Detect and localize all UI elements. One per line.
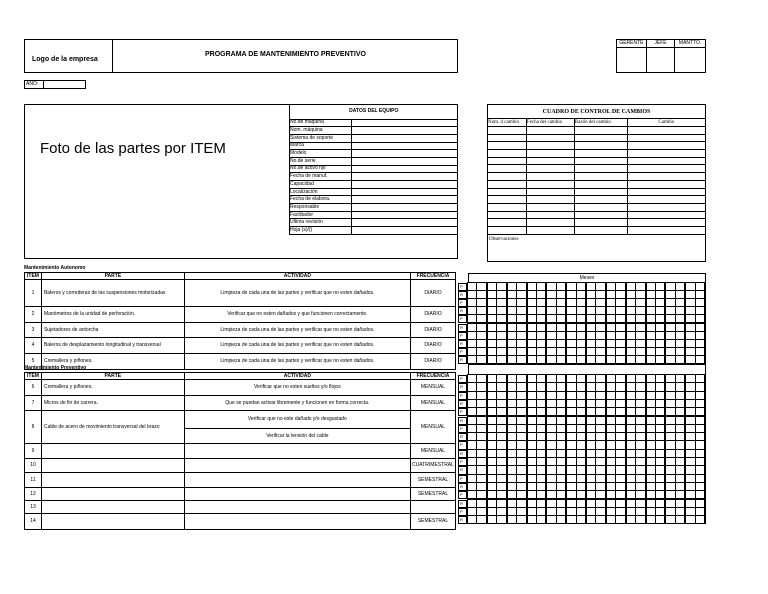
equipment-field-label: No.de serie: [290, 157, 352, 165]
equipment-field-label: Sistema de soporte: [290, 134, 352, 142]
plan-real-label: P: [458, 283, 467, 291]
change-cell[interactable]: [526, 173, 574, 181]
equipment-field-value[interactable]: [351, 134, 457, 142]
equipment-field-label: Nom. máquina: [290, 127, 352, 135]
change-cell[interactable]: [488, 226, 527, 234]
plan-real-label: R: [458, 324, 467, 332]
change-cell[interactable]: [526, 203, 574, 211]
equipment-field-value[interactable]: [351, 196, 457, 204]
plan-real-label: R: [458, 307, 467, 315]
signature-label-gerente: GERENTE: [617, 40, 647, 48]
cell-item: 3: [25, 323, 42, 338]
cell-frecuencia[interactable]: DIARIO: [411, 323, 456, 338]
change-cell[interactable]: [526, 134, 574, 142]
equipment-field-value[interactable]: [351, 219, 457, 227]
equipment-field-label: No.de máquina: [290, 119, 352, 127]
schedule-row: [468, 356, 706, 364]
table-row: [25, 459, 456, 473]
cell-item: 14: [25, 514, 42, 530]
cell-frecuencia[interactable]: DIARIO: [411, 307, 456, 323]
cell-parte[interactable]: [41, 488, 184, 501]
table-row: [25, 338, 456, 354]
change-cell[interactable]: [526, 165, 574, 173]
cell-frecuencia[interactable]: DIARIO: [411, 338, 456, 354]
change-cell[interactable]: [627, 211, 705, 219]
cell-item: 5: [25, 354, 42, 370]
autonomo-section-label: Mantenimiento Autonomo: [24, 265, 86, 271]
plan-real-label: R: [458, 466, 467, 474]
equipment-field-value[interactable]: [351, 227, 457, 235]
change-cell[interactable]: [627, 180, 705, 188]
cell-parte[interactable]: [41, 514, 184, 530]
change-cell[interactable]: [574, 188, 627, 196]
change-cell[interactable]: [627, 196, 705, 204]
change-cell[interactable]: [526, 219, 574, 227]
change-cell[interactable]: [526, 127, 574, 135]
cell-frecuencia[interactable]: SEMESTRAL: [411, 514, 456, 530]
change-cell[interactable]: [488, 188, 527, 196]
plan-real-label: P: [458, 508, 467, 516]
cell-frecuencia[interactable]: MENSUAL: [411, 444, 456, 459]
change-col-cambio: Cambio: [627, 119, 705, 127]
change-cell[interactable]: [627, 173, 705, 181]
preventive-maintenance-table: [24, 372, 456, 530]
change-cell[interactable]: [574, 165, 627, 173]
plan-real-label: R: [458, 516, 467, 524]
cell-parte[interactable]: [41, 459, 184, 473]
change-cell[interactable]: [627, 127, 705, 135]
cell-item: 12: [25, 488, 42, 501]
schedule-cell[interactable]: [695, 355, 706, 364]
change-cell[interactable]: [627, 157, 705, 165]
change-cell[interactable]: [526, 196, 574, 204]
plan-real-label: R: [458, 433, 467, 441]
change-col-razon: Razón del cambio: [574, 119, 627, 127]
cell-item: 2: [25, 307, 42, 323]
change-cell[interactable]: [488, 150, 527, 158]
cell-actividad[interactable]: Limpieza de cada una de las partes y verificar que no esten dañados.: [184, 323, 410, 338]
equipment-field-label: Modelo: [290, 150, 352, 158]
signature-label-mantto: MANTTO.: [675, 40, 706, 48]
signature-box[interactable]: [617, 48, 647, 73]
change-cell[interactable]: [574, 142, 627, 150]
change-cell[interactable]: [574, 196, 627, 204]
table-row: [25, 280, 456, 307]
change-cell[interactable]: [574, 173, 627, 181]
cell-actividad[interactable]: [184, 444, 410, 459]
change-cell[interactable]: [526, 157, 574, 165]
plan-real-label: P: [458, 441, 467, 449]
column-header-parte: PARTE: [41, 373, 184, 380]
change-col-fecha: Fecha del cambio: [526, 119, 574, 127]
cell-item: 11: [25, 473, 42, 488]
table-row: [25, 307, 456, 323]
cell-parte[interactable]: Cable de acero de movimiento transversal del brazo: [41, 411, 184, 444]
change-cell[interactable]: [488, 165, 527, 173]
plan-real-label: R: [458, 450, 467, 458]
cell-parte[interactable]: [41, 501, 184, 514]
equipment-field-value[interactable]: [351, 173, 457, 181]
cell-actividad[interactable]: Que se puedan activar libremente y funcionen en forma correcta.: [184, 396, 410, 411]
plan-real-label: P: [458, 408, 467, 416]
column-header-actividad: ACTIVIDAD: [184, 373, 410, 380]
change-cell[interactable]: [488, 196, 527, 204]
change-cell[interactable]: [627, 219, 705, 227]
equipment-field-value[interactable]: [351, 165, 457, 173]
change-cell[interactable]: [488, 142, 527, 150]
change-cell[interactable]: [488, 157, 527, 165]
observaciones-label: Observaciones: [489, 236, 519, 242]
equipment-field-label: Marca: [290, 142, 352, 150]
change-cell[interactable]: [627, 134, 705, 142]
cell-actividad[interactable]: [184, 514, 410, 530]
equipment-field-label: Hoja (s)/(): [290, 227, 352, 235]
cell-actividad[interactable]: Limpieza de cada una de las partes y verificar que no esten dañados.: [184, 280, 410, 307]
cell-actividad[interactable]: [184, 501, 410, 514]
table-row: [25, 501, 456, 514]
schedule-row: [468, 516, 706, 524]
equipment-field-value[interactable]: [351, 157, 457, 165]
observaciones-box[interactable]: [488, 234, 706, 261]
cell-item: 10: [25, 459, 42, 473]
equipment-field-value[interactable]: [351, 204, 457, 212]
table-row: [25, 323, 456, 338]
change-cell[interactable]: [574, 226, 627, 234]
cell-actividad[interactable]: [184, 459, 410, 473]
plan-real-label: R: [458, 500, 467, 508]
table-row: [25, 473, 456, 488]
cell-actividad[interactable]: Verificar que no esten dañados y que funcionen correctamente.: [184, 307, 410, 323]
change-cell[interactable]: [526, 180, 574, 188]
equipment-field-label: Responsable: [290, 204, 352, 212]
change-cell[interactable]: [488, 180, 527, 188]
cell-parte[interactable]: Cremallera y piñones.: [41, 354, 184, 370]
signature-box[interactable]: [646, 48, 674, 73]
plan-real-label: P: [458, 458, 467, 466]
table-row: [25, 488, 456, 501]
column-header-item: ITEM: [25, 273, 42, 280]
cell-frecuencia[interactable]: DIARIO: [411, 280, 456, 307]
equipment-field-value[interactable]: [351, 127, 457, 135]
plan-real-label: R: [458, 340, 467, 348]
plan-real-label: P: [458, 315, 467, 323]
column-header-frecuencia: FRECUENCIA: [411, 273, 456, 280]
activity-line: Verificar la tensión del cable: [266, 432, 329, 439]
change-cell[interactable]: [574, 211, 627, 219]
change-cell[interactable]: [526, 188, 574, 196]
change-cell[interactable]: [488, 219, 527, 227]
plan-real-label: P: [458, 392, 467, 400]
change-cell[interactable]: [574, 180, 627, 188]
change-cell[interactable]: [526, 226, 574, 234]
plan-real-label: P: [458, 299, 467, 307]
cell-actividad[interactable]: Limpieza de cada una de las partes y verificar que no esten dañados.: [184, 354, 410, 370]
column-header-actividad: ACTIVIDAD: [184, 273, 410, 280]
equipment-field-value[interactable]: [351, 181, 457, 189]
cell-parte[interactable]: Micros de fin de carrera.: [41, 396, 184, 411]
equipment-field-label: Facilitador: [290, 211, 352, 219]
equipment-field-label: Localización: [290, 188, 352, 196]
plan-real-label: R: [458, 356, 467, 364]
change-cell[interactable]: [526, 150, 574, 158]
plan-real-label: P: [458, 491, 467, 499]
change-cell[interactable]: [488, 134, 527, 142]
equipment-field-label: No.de activo fijo: [290, 165, 352, 173]
signature-box[interactable]: [675, 48, 706, 73]
plan-real-label: R: [458, 291, 467, 299]
cell-frecuencia[interactable]: SEMESTRAL: [411, 488, 456, 501]
change-cell[interactable]: [627, 142, 705, 150]
change-cell[interactable]: [574, 127, 627, 135]
change-cell[interactable]: [488, 173, 527, 181]
autonomous-maintenance-table: [24, 272, 456, 370]
cell-frecuencia[interactable]: SEMESTRAL: [411, 473, 456, 488]
photo-placeholder-text: Foto de las partes por ITEM: [40, 140, 226, 157]
change-cell[interactable]: [574, 219, 627, 227]
table-row: [25, 354, 456, 370]
preventivo-section-label: Mantenimiento Preventivo: [24, 365, 87, 371]
plan-real-label: P: [458, 425, 467, 433]
cell-item: 9: [25, 444, 42, 459]
table-row: [25, 411, 456, 444]
equipment-field-value[interactable]: [351, 150, 457, 158]
cell-parte[interactable]: Manómetros de la unidad de perforación.: [41, 307, 184, 323]
cell-parte[interactable]: Cremallera y piñones.: [41, 380, 184, 396]
table-row: [25, 396, 456, 411]
cell-actividad[interactable]: Limpieza de cada una de las partes y verificar que no esten dañados.: [184, 338, 410, 354]
cell-actividad[interactable]: [184, 411, 410, 444]
equipment-data-title: DATOS DEL EQUIPO: [290, 104, 458, 119]
change-cell[interactable]: [488, 211, 527, 219]
equipment-field-label: Fecha de elabora.: [290, 196, 352, 204]
cell-actividad[interactable]: [184, 473, 410, 488]
document-title: PROGRAMA DE MANTENIMIENTO PREVENTIVO: [204, 51, 366, 58]
table-row: [25, 444, 456, 459]
year-label: AÑO:: [26, 81, 39, 87]
cell-frecuencia[interactable]: MENSUAL: [411, 380, 456, 396]
change-cell[interactable]: [627, 188, 705, 196]
change-control-table: [487, 104, 706, 262]
column-header-item: ITEM: [25, 373, 42, 380]
change-cell[interactable]: [526, 211, 574, 219]
cell-item: 13: [25, 501, 42, 514]
cell-actividad[interactable]: [184, 488, 410, 501]
cell-parte[interactable]: Sujetadores de antorcha: [41, 323, 184, 338]
signature-table: [616, 39, 706, 73]
cell-parte[interactable]: Baleros de desplazamiento longitudinal y transversal: [41, 338, 184, 354]
cell-parte[interactable]: [41, 473, 184, 488]
cell-frecuencia[interactable]: DIARIO: [411, 354, 456, 370]
equipment-field-label: Ultima revisión: [290, 219, 352, 227]
change-cell[interactable]: [574, 203, 627, 211]
equipment-field-label: Capacidad: [290, 181, 352, 189]
cell-frecuencia[interactable]: MENSUAL: [411, 396, 456, 411]
cell-item: 4: [25, 338, 42, 354]
activity-line: Verificar que no este dañado y/o desgastado: [185, 412, 410, 429]
cell-actividad[interactable]: Verificar que no esten sueltos y/o flojos: [184, 380, 410, 396]
change-cell[interactable]: [574, 150, 627, 158]
cell-frecuencia[interactable]: MENSUAL: [411, 411, 456, 444]
change-cell[interactable]: [574, 157, 627, 165]
column-header-parte: PARTE: [41, 273, 184, 280]
cell-frecuencia[interactable]: [411, 501, 456, 514]
months-label: Meses: [579, 275, 595, 281]
plan-real-label: R: [458, 417, 467, 425]
change-control-title: CUADRO DE CONTROL DE CAMBIOS: [488, 105, 706, 119]
company-logo-placeholder: Logo de la empresa: [32, 56, 98, 63]
equipment-field-value[interactable]: [351, 119, 457, 127]
plan-real-label: R: [458, 483, 467, 491]
equipment-field-value[interactable]: [351, 211, 457, 219]
equipment-field-value[interactable]: [351, 142, 457, 150]
change-cell[interactable]: [526, 142, 574, 150]
change-col-num: Num. d cambio: [488, 119, 527, 127]
cell-item: 6: [25, 380, 42, 396]
cell-frecuencia[interactable]: CUATRIMESTRAL: [411, 459, 456, 473]
change-cell[interactable]: [488, 203, 527, 211]
cell-item: 7: [25, 396, 42, 411]
cell-item: 1: [25, 280, 42, 307]
signature-label-jefe: JEFE: [646, 40, 674, 48]
cell-parte[interactable]: Baleros y correderas de las suspensiones motorizadas: [41, 280, 184, 307]
change-cell[interactable]: [488, 127, 527, 135]
change-cell[interactable]: [627, 226, 705, 234]
plan-real-label: R: [458, 383, 467, 391]
column-header-frecuencia: FRECUENCIA: [411, 373, 456, 380]
plan-real-label: R: [458, 400, 467, 408]
change-cell[interactable]: [574, 134, 627, 142]
table-row: [25, 514, 456, 530]
plan-real-label: P: [458, 475, 467, 483]
schedule-cell[interactable]: [695, 515, 706, 524]
year-divider: [43, 80, 44, 89]
equipment-data-table: [289, 104, 458, 235]
change-cell[interactable]: [627, 165, 705, 173]
table-row: [25, 380, 456, 396]
plan-real-label: P: [458, 348, 467, 356]
plan-real-label: P: [458, 375, 467, 383]
change-cell[interactable]: [627, 203, 705, 211]
equipment-field-label: Fecha de manuf.: [290, 173, 352, 181]
cell-item: 8: [25, 411, 42, 444]
change-cell[interactable]: [627, 150, 705, 158]
plan-real-label: P: [458, 332, 467, 340]
cell-parte[interactable]: [41, 444, 184, 459]
equipment-field-value[interactable]: [351, 188, 457, 196]
